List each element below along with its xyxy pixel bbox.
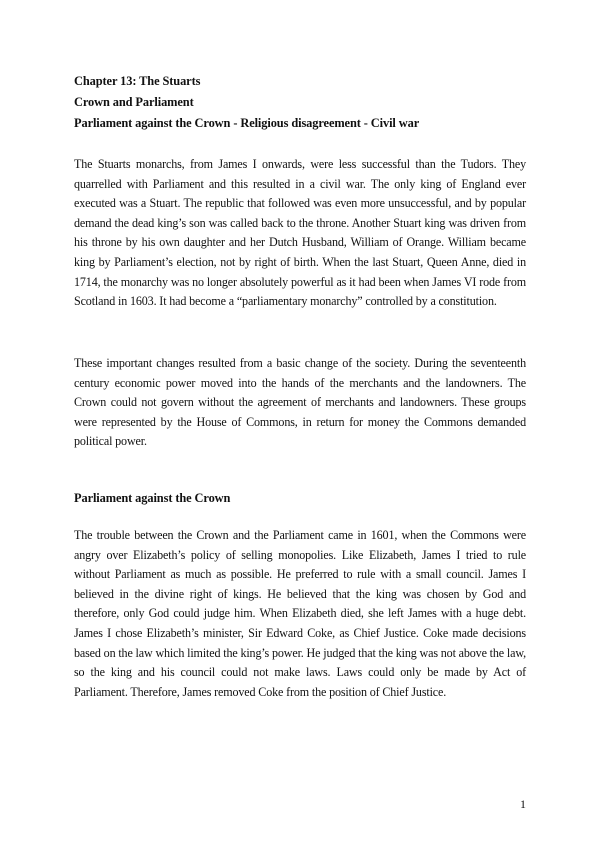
society-paragraph: These important changes resulted from a basic change of the society. During the seventeenth century economic power moved into the hands of the merchants and the landowners. The Crown could not govern without the agreement of merchants and landowners. These groups were represented by the House of Commons, in return for money the Commons demanded political power. xyxy=(74,356,526,449)
page-number: 1 xyxy=(520,797,526,811)
section-title: Crown and Parliament xyxy=(74,95,194,109)
intro-paragraph: The Stuarts monarchs, from James I onwards, were less successful than the Tudors. They quarrelled with Parliament and this resulted in a civil war. The only king of England ever executed was a Stuart. The republic that followed was even more unsuccessful, and by popular demand the dead king’s son was called back to the throne. Another Stuart king was driven from his throne by his own daughter and her Dutch Husband, William of Orange. William became king by Parliament’s election, not by right of birth. When the last Stuart, Queen Anne, died in 1714, the monarchy was no longer absolutely powerful as it had been when James VI rode from Scotland in 1603. It had become a “parliamentary monarchy” controlled by a constitution. xyxy=(74,157,526,309)
topics-line: Parliament against the Crown - Religious disagreement - Civil war xyxy=(74,116,420,130)
crown-parliament-paragraph: The trouble between the Crown and the Parliament came in 1601, when the Commons were angry over Elizabeth’s policy of selling monopolies. Like Elizabeth, James I tried to rule without Parliament as much as possible. He preferred to rule with a small council. James I believed in the divine right of kings. He believed that the king was chosen by God and therefore, only God could judge him. When Elizabeth died, she left James with a huge debt. James I chose Elizabeth’s minister, Sir Edward Coke, as Chief Justice. Coke made decisions based on the law which limited the king’s power. He judged that the king was not above the law, so the king and his council could not make laws. Laws could only be made by Act of Parliament. Therefore, James removed Coke from the position of Chief Justice. xyxy=(74,528,526,699)
chapter-title: Chapter 13: The Stuarts xyxy=(74,74,201,88)
subheading: Parliament against the Crown xyxy=(74,491,231,505)
